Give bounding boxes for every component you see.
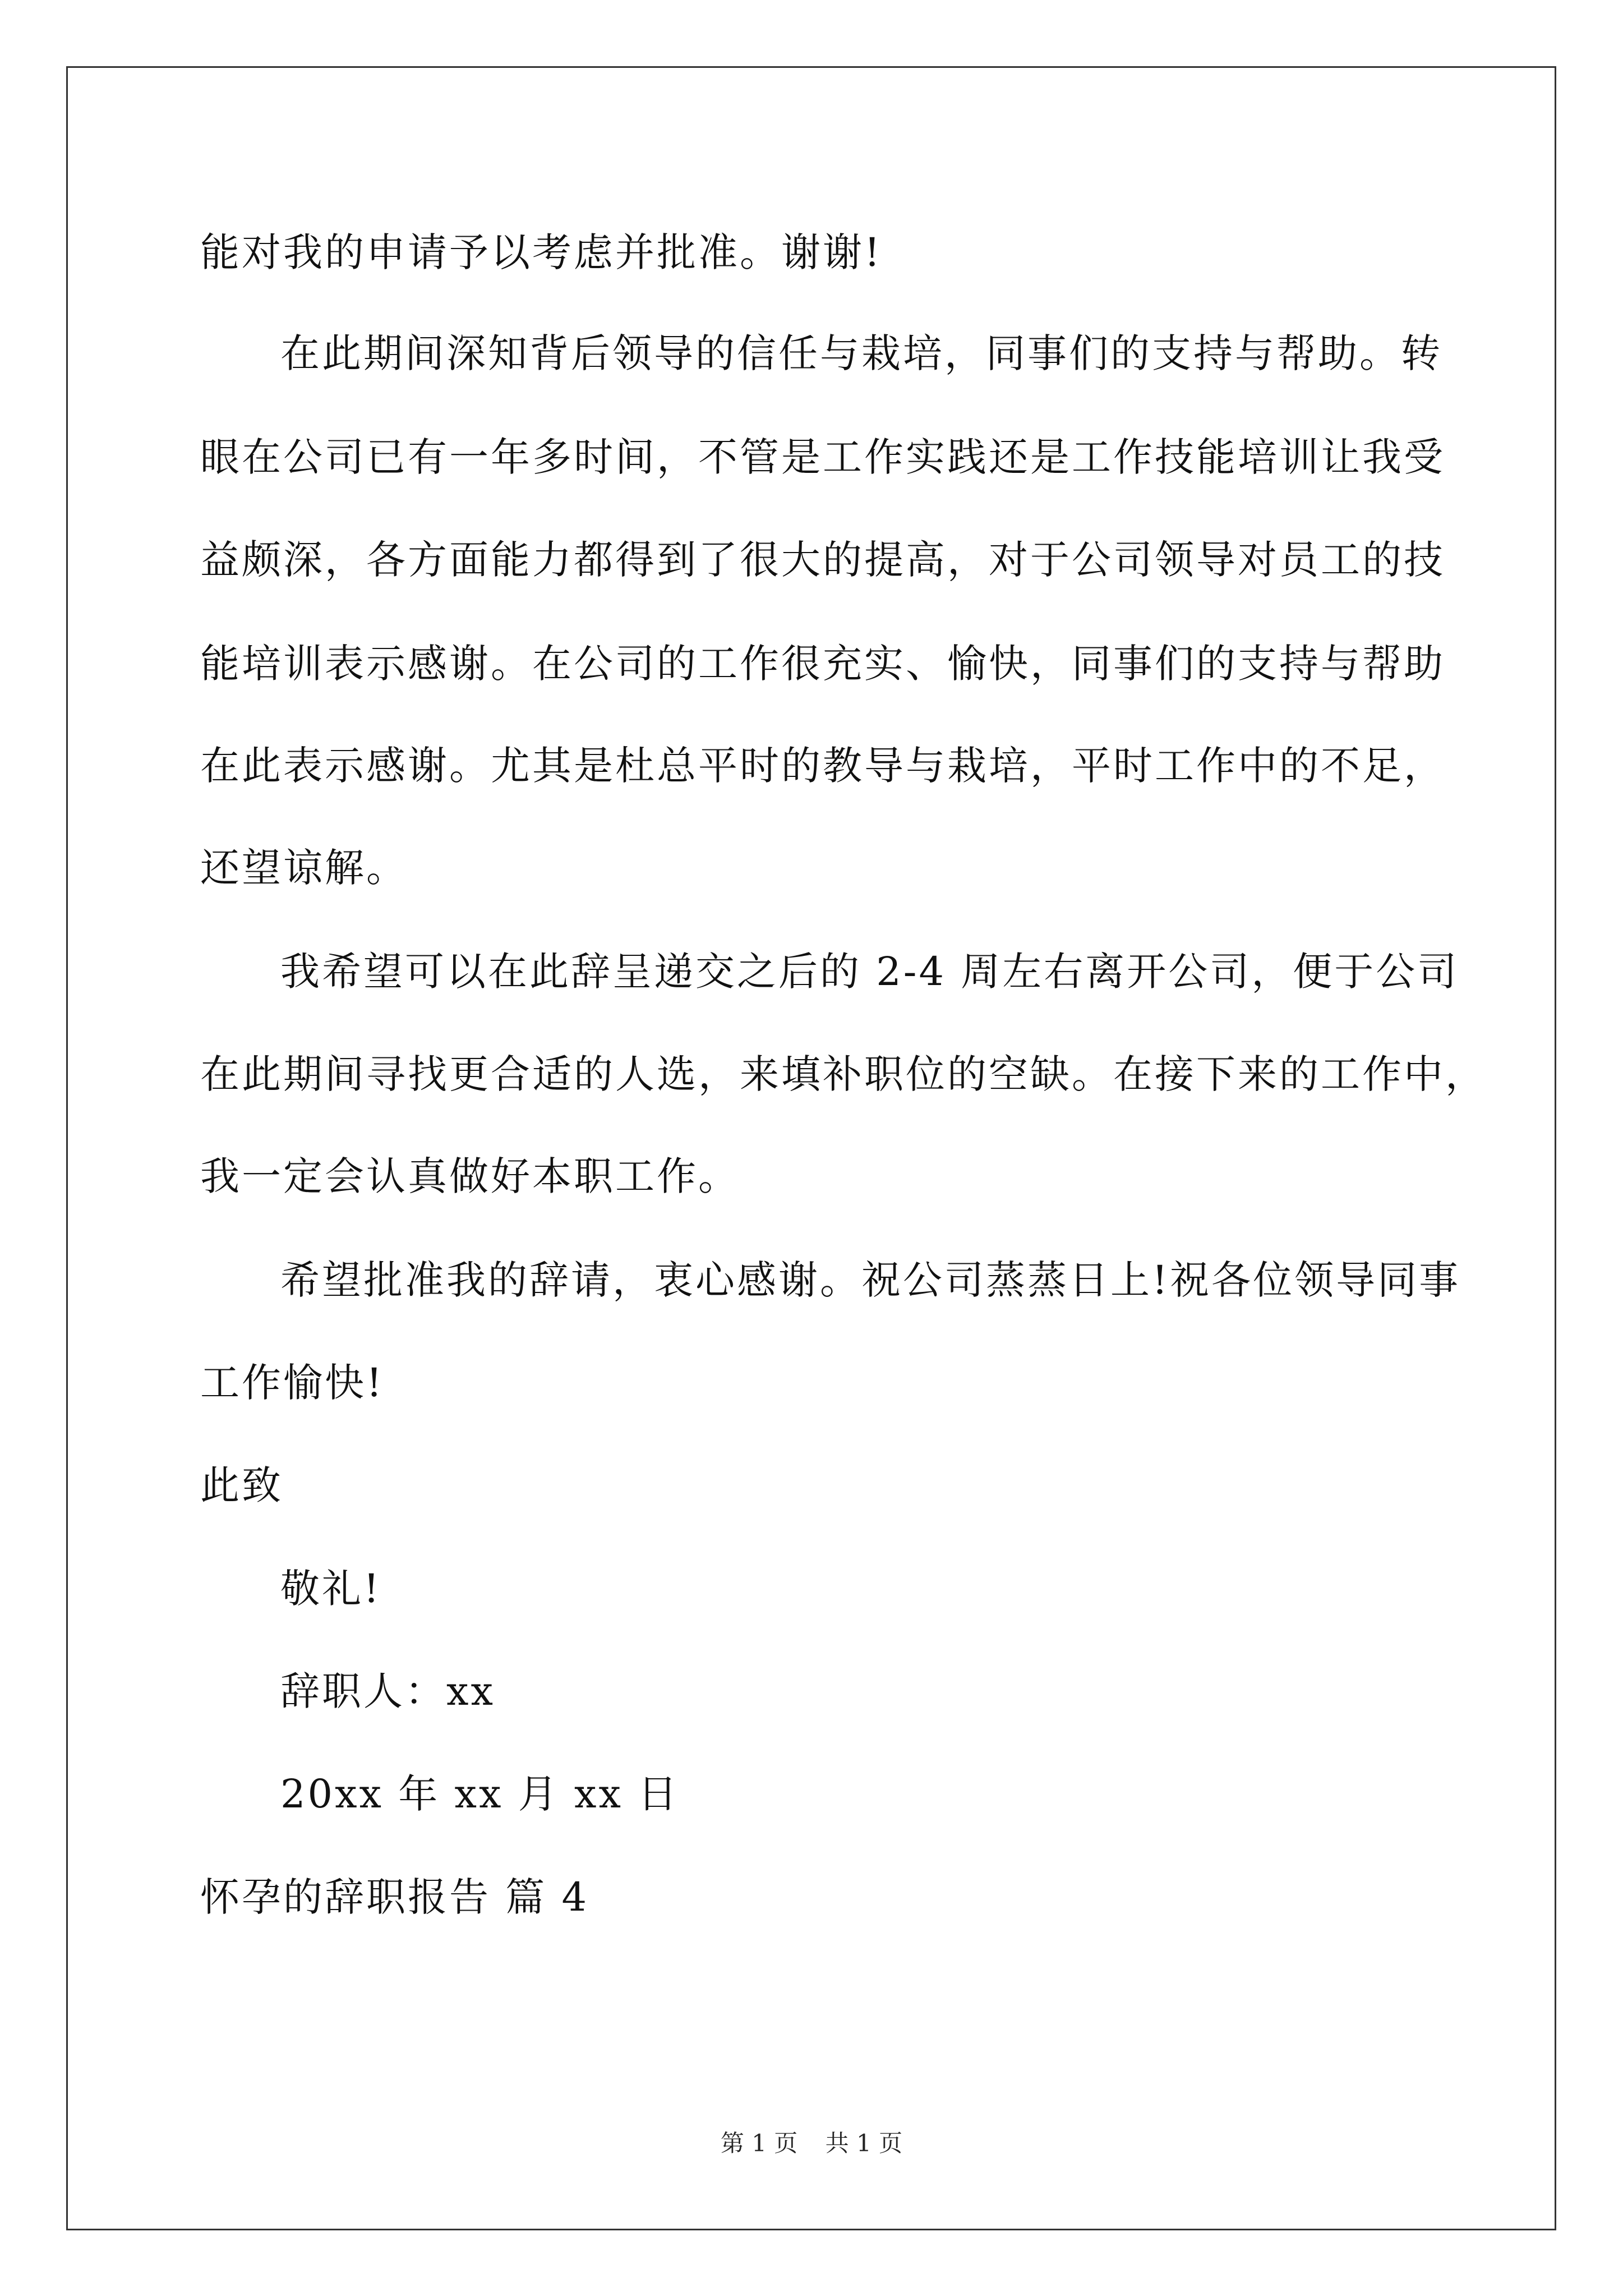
paragraph-start-line: 我希望可以在此辞呈递交之后的 2-4 周左右离开公司，便于公司 xyxy=(280,949,1459,995)
page-footer xyxy=(0,2129,1623,2157)
text-line: 能培训表示感谢。在公司的工作很充实、愉快，同事们的支持与帮助 xyxy=(200,641,1445,687)
page-total: 共 1 页 xyxy=(825,2129,903,2157)
text-line: 工作愉快! xyxy=(200,1360,385,1406)
text-line: 在此表示感谢。尤其是杜总平时的教导与栽培，平时工作中的不足， xyxy=(200,743,1445,789)
section-heading: 怀孕的辞职报告 篇 4 xyxy=(200,1874,589,1920)
date-line: 20xx 年 xx 月 xx 日 xyxy=(280,1771,680,1817)
salutation-line: 此致 xyxy=(200,1462,283,1508)
text-line: 在此期间寻找更合适的人选，来填补职位的空缺。在接下来的工作中， xyxy=(200,1051,1487,1097)
page-number: 第 1 页 xyxy=(720,2129,798,2157)
text-line: 益颇深，各方面能力都得到了很大的提高，对于公司领导对员工的技 xyxy=(200,537,1445,583)
paragraph-start-line: 希望批准我的辞请，衷心感谢。祝公司蒸蒸日上!祝各位领导同事 xyxy=(280,1257,1461,1303)
text-line: 能对我的申请予以考虑并批准。谢谢! xyxy=(200,229,883,275)
closing-line: 敬礼! xyxy=(280,1566,382,1612)
paragraph-start-line: 在此期间深知背后领导的信任与栽培，同事们的支持与帮助。转 xyxy=(280,330,1442,376)
signature-line: 辞职人：xx xyxy=(280,1668,495,1714)
text-line: 我一定会认真做好本职工作。 xyxy=(200,1153,740,1199)
text-line: 还望谅解。 xyxy=(200,845,408,891)
text-line: 眼在公司已有一年多时间，不管是工作实践还是工作技能培训让我受 xyxy=(200,434,1445,480)
